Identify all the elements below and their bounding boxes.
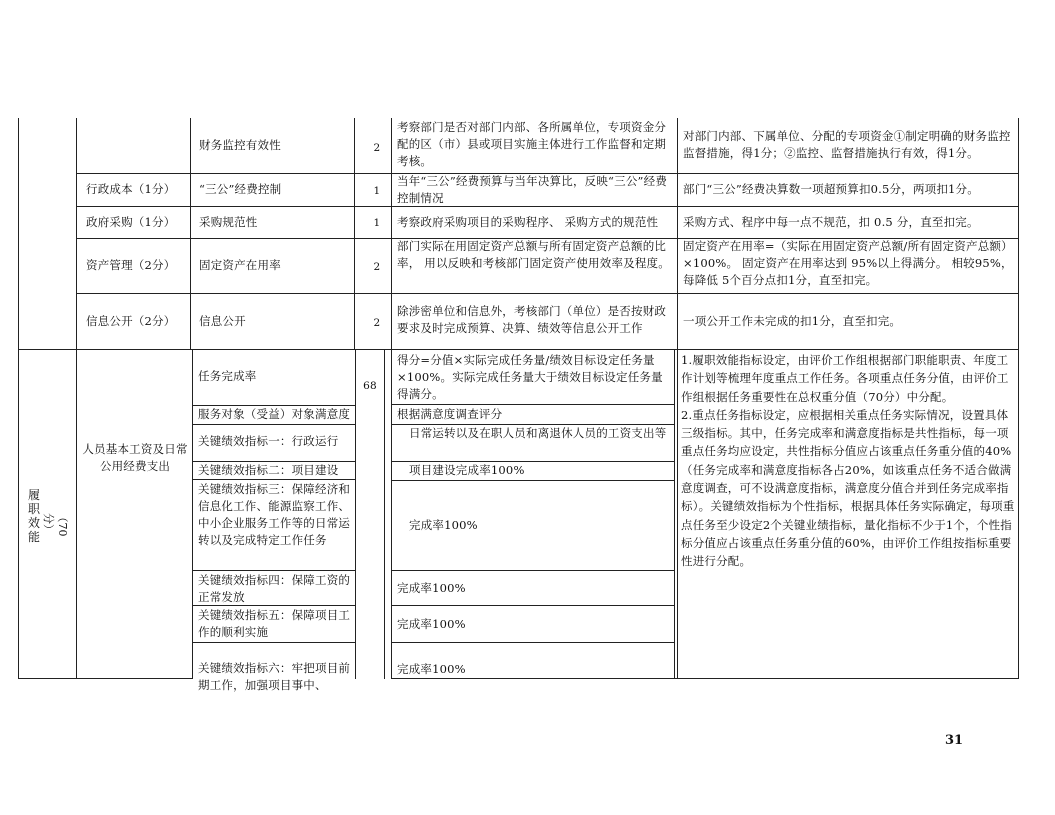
col-divider bbox=[190, 118, 191, 350]
col-divider bbox=[355, 349, 356, 679]
score-cell: 2 bbox=[373, 317, 381, 329]
col-divider bbox=[76, 118, 77, 678]
description-cell: 项目建设完成率100% bbox=[409, 463, 525, 477]
section-title-char: 效 bbox=[27, 516, 40, 530]
description-cell: 考察政府采购项目的采购程序、 采购方式的规范性 bbox=[397, 215, 659, 229]
col-divider bbox=[18, 118, 19, 678]
row-divider bbox=[192, 642, 355, 643]
description-cell: 完成率100% bbox=[397, 581, 466, 595]
criteria-cell: 对部门内部、下属单位、分配的专项资金①制定明确的财务监控监督措施，得1分；②监控、监督措施执行有效，得1分。 bbox=[683, 129, 1011, 160]
description-cell: 日常运转以及在职人员和离退休人员的工资支出等 bbox=[409, 426, 667, 440]
section-category-cell: 人员基本工资及日常公用经费支出 bbox=[82, 442, 188, 473]
indicator-cell: 关键绩效指标五：保障项目工作的顺利实施 bbox=[198, 608, 351, 639]
description-cell: 得分=分值×实际完成任务量/绩效目标设定任务量×100%。实际完成任务量大于绩效目标设定任务量得满分。 bbox=[397, 353, 663, 401]
col-divider bbox=[192, 349, 193, 679]
description-cell: 考察部门是否对部门内部、各所属单位，专项资金分配的区（市）县或项目实施主体进行工作监督和定期考核。 bbox=[397, 120, 667, 168]
indicator-cell: 服务对象（受益）对象满意度 bbox=[198, 407, 351, 421]
row-divider bbox=[391, 570, 674, 571]
indicator-cell: 关键绩效指标一：行政运行 bbox=[198, 434, 339, 448]
col-divider bbox=[1018, 118, 1019, 678]
indicator-cell: 财务监控有效性 bbox=[199, 138, 281, 152]
row-divider bbox=[192, 570, 355, 571]
category-cell: 政府采购（1分） bbox=[86, 215, 176, 229]
section-title-char: 职 bbox=[27, 502, 40, 516]
description-cell: 当年“三公”经费预算与当年决算比，反映“三公”经费控制情况 bbox=[397, 174, 668, 205]
row-divider bbox=[391, 480, 674, 481]
section-title-char: 履 bbox=[27, 488, 40, 502]
indicator-cell: 关键绩效指标二：项目建设 bbox=[198, 463, 339, 477]
col-divider bbox=[391, 349, 392, 679]
col-divider bbox=[677, 118, 678, 678]
section-title-char: 能 bbox=[27, 530, 40, 544]
row-divider bbox=[192, 479, 355, 480]
indicator-cell: 固定资产在用率 bbox=[199, 258, 281, 272]
criteria-cell: 固定资产在用率=（实际在用固定资产总额/所有固定资产总额）×100%。 固定资产在用率达到 95%以上得满分。 相较95%，每降低 5个百分点扣1分，直至扣完。 bbox=[683, 239, 1013, 287]
description-cell: 除涉密单位和信息外，考核部门（单位）是否按财政要求及时完成预算、决算、绩效等信息公开工作 bbox=[397, 304, 667, 335]
indicator-cell: 任务完成率 bbox=[198, 369, 257, 383]
row-divider bbox=[391, 642, 674, 643]
description-cell: 完成率100% bbox=[397, 617, 466, 631]
score-cell: 1 bbox=[373, 185, 381, 197]
category-cell: 资产管理（2分） bbox=[86, 258, 176, 272]
criteria-cell: 采购方式、程序中每一点不规范，扣 0.5 分，直至扣完。 bbox=[683, 215, 979, 229]
section-score-cell: 68 bbox=[363, 380, 377, 392]
row-divider bbox=[192, 424, 355, 425]
row-divider bbox=[391, 404, 674, 405]
section-criteria-cell: 1.履职效能指标设定，由评价工作组根据部门职能职责、年度工作计划等梳理年度重点工作任务。各项重点任务分值，由评价工作组根据任务重要性在总权重分值（70分）中分配。 2.重点任务指标设定，应根据相关重点任务实际情况，设置具体三级指标。其中，任务完成率和满意度指标是共性指标，每一项重点任务均应设定，共性指标分值应占该重点任务重分值的40%（任务完成率和满意度指标各占20%，如该重点任务不适合做满意度调查，可不设满意度指标，满意度分值合并到任务完成率指标）。关键绩效指标为个性指标，根据具体任务实际确定，每项重点任务至少设定2个关键业绩指标，量化指标不少于1个，个性指标分值应占该重点任务重分值的60%，由评价工作组按指标重要性进行分配。 bbox=[681, 353, 1015, 569]
criteria-cell: 一项公开工作未完成的扣1分，直至扣完。 bbox=[683, 314, 902, 328]
criteria-cell: 部门“三公”经费决算数一项超预算扣0.5分，两项扣1分。 bbox=[683, 182, 979, 196]
col-divider bbox=[384, 349, 385, 679]
score-cell: 1 bbox=[373, 217, 381, 229]
section-score-label: （70分） bbox=[42, 511, 69, 537]
section-score-vertical bbox=[40, 486, 70, 556]
description-cell: 部门实际在用固定资产总额与所有固定资产总额的比率， 用以反映和考核部门固定资产使用效率及程度。 bbox=[397, 239, 670, 270]
col-divider bbox=[354, 118, 355, 350]
category-cell: 行政成本（1分） bbox=[86, 182, 176, 196]
indicator-cell: 关键绩效指标三：保障经济和信息化工作、能源监察工作、中小企业服务工作等的日常运转以及完成特定工作任务 bbox=[198, 482, 351, 547]
indicator-cell: 采购规范性 bbox=[199, 215, 258, 229]
indicator-cell: 关键绩效指标六：牢把项目前期工作，加强项目事中、 bbox=[198, 661, 351, 692]
score-cell: 2 bbox=[373, 142, 381, 154]
page-number: 31 bbox=[945, 733, 964, 748]
col-divider bbox=[674, 349, 675, 679]
table-bottom bbox=[18, 678, 192, 679]
description-cell: 完成率100% bbox=[397, 662, 466, 676]
table-bottom bbox=[391, 678, 1019, 679]
indicator-cell: 关键绩效指标四：保障工资的正常发放 bbox=[198, 573, 351, 604]
category-cell: 信息公开（2分） bbox=[86, 314, 176, 328]
col-divider bbox=[391, 118, 392, 350]
indicator-cell: “三公”经费控制 bbox=[199, 182, 282, 196]
score-cell: 2 bbox=[373, 261, 381, 273]
indicator-cell: 信息公开 bbox=[199, 314, 246, 328]
description-cell: 完成率100% bbox=[409, 518, 478, 532]
section-divider bbox=[18, 349, 1019, 350]
row-divider bbox=[391, 605, 674, 606]
row-divider bbox=[76, 293, 1019, 294]
description-cell: 根据满意度调查评分 bbox=[397, 407, 503, 421]
